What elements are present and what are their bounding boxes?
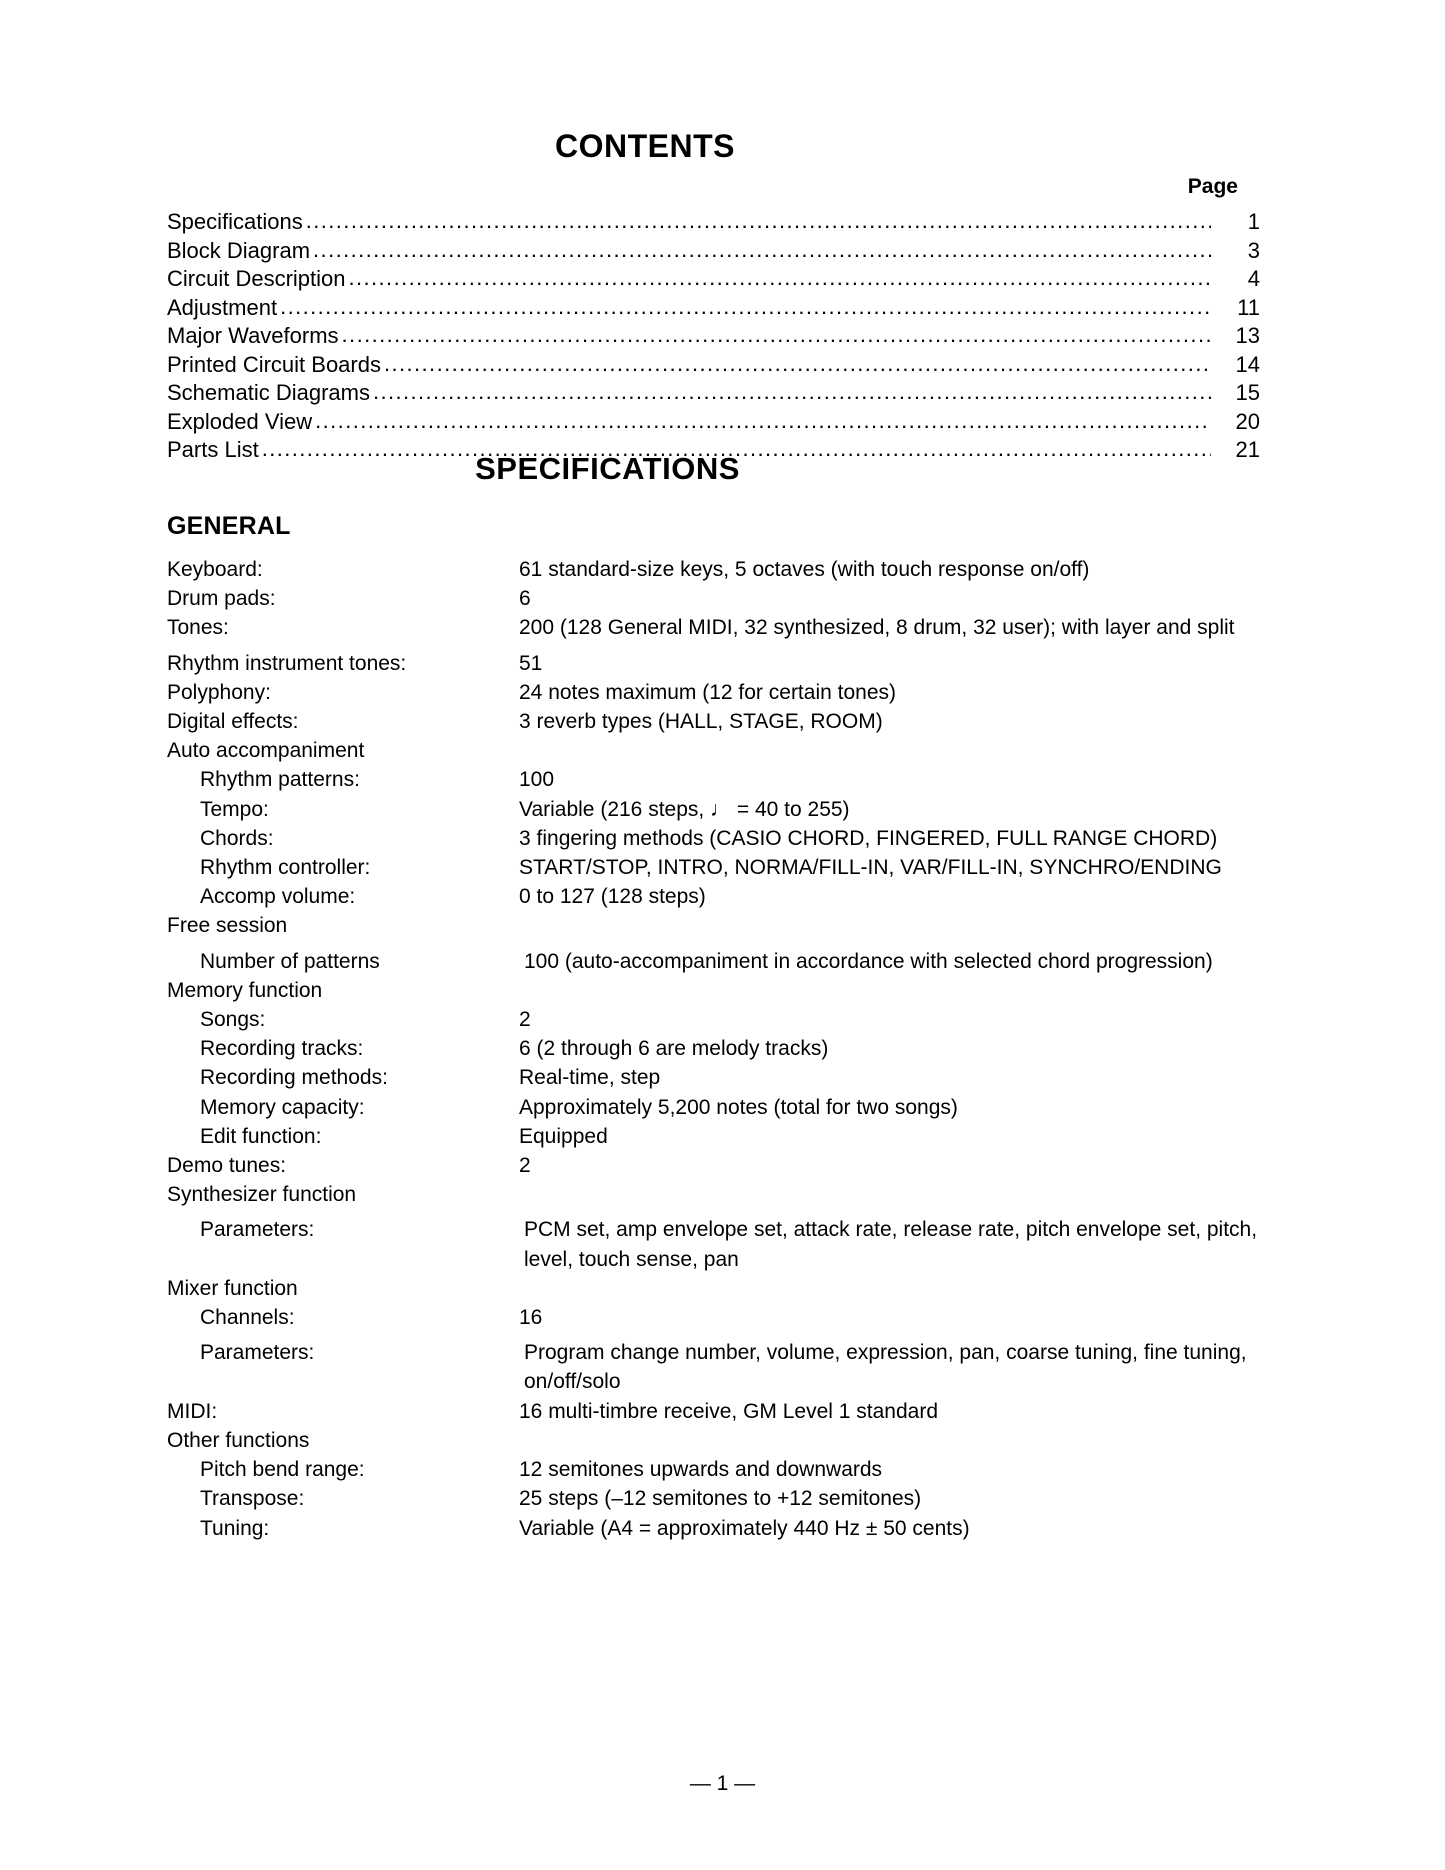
toc-entry[interactable] bbox=[167, 265, 1260, 294]
specification-key: Rhythm instrument tones: bbox=[167, 651, 407, 675]
specification-group-heading-row bbox=[167, 1426, 1280, 1455]
toc-page-column-header: Page bbox=[1187, 175, 1238, 198]
specification-row bbox=[167, 1455, 1280, 1484]
specification-group-heading-row bbox=[167, 1180, 1280, 1209]
toc-entry-label: Major Waveforms bbox=[167, 323, 339, 348]
specification-group-heading-row bbox=[167, 911, 1280, 940]
toc-entry-page-number: 11 bbox=[1237, 294, 1260, 320]
specification-value: Real-time, step bbox=[519, 1066, 661, 1090]
specification-key: Demo tunes: bbox=[167, 1154, 287, 1178]
toc-leader-dots bbox=[349, 264, 1212, 293]
specification-key: Parameters: bbox=[200, 1218, 315, 1242]
toc-entry[interactable] bbox=[167, 237, 1260, 266]
toc-entry[interactable] bbox=[167, 208, 1260, 237]
toc-entry-list bbox=[167, 208, 1260, 465]
specification-key: Other functions bbox=[167, 1428, 310, 1452]
specification-value: PCM set, amp envelope set, attack rate, release rate, pitch envelope set, pitch, level, touch sense, pan bbox=[524, 1218, 1258, 1271]
specification-key: Free session bbox=[167, 914, 288, 938]
toc-entry-page-number: 20 bbox=[1235, 408, 1260, 434]
specification-row bbox=[167, 1514, 1280, 1543]
specification-row bbox=[167, 613, 1280, 642]
toc-entry-label: Adjustment bbox=[167, 294, 278, 320]
toc-entry-page-number: 4 bbox=[1247, 266, 1260, 291]
table-of-contents bbox=[167, 175, 1260, 465]
specification-value: START/STOP, INTRO, NORMA/FILL-IN, VAR/FILL-IN, SYNCHRO/ENDING bbox=[519, 856, 1222, 880]
specification-value: 6 bbox=[519, 587, 531, 611]
specification-value: 0 to 127 (128 steps) bbox=[519, 885, 706, 909]
toc-entry-label: Parts List bbox=[167, 437, 259, 462]
toc-entry[interactable] bbox=[167, 408, 1260, 437]
toc-entry-label: Circuit Description bbox=[167, 266, 346, 291]
specification-value: 61 standard-size keys, 5 octaves (with touch response on/off) bbox=[519, 558, 1090, 581]
specification-value: Equipped bbox=[519, 1124, 608, 1148]
specification-value: 51 bbox=[519, 651, 543, 675]
toc-entry-page-number: 21 bbox=[1235, 437, 1260, 462]
specification-value: 16 multi-timbre receive, GM Level 1 standard bbox=[519, 1399, 939, 1423]
specification-row bbox=[167, 649, 1280, 678]
toc-leader-dots bbox=[373, 378, 1211, 407]
specification-key: Chords: bbox=[200, 826, 274, 850]
toc-entry[interactable] bbox=[167, 351, 1260, 380]
specification-value: 25 steps (–12 semitones to +12 semitones) bbox=[519, 1487, 922, 1511]
specification-row bbox=[167, 947, 1280, 976]
toc-leader-dots bbox=[315, 407, 1211, 436]
specification-key: Tones: bbox=[167, 616, 229, 640]
specification-row bbox=[167, 824, 1280, 853]
specification-row bbox=[167, 1005, 1280, 1034]
specification-key: Memory function bbox=[167, 978, 323, 1002]
toc-entry[interactable] bbox=[167, 379, 1260, 408]
specification-row bbox=[167, 1063, 1280, 1092]
toc-leader-dots bbox=[306, 207, 1211, 236]
specification-key: Mixer function bbox=[167, 1276, 298, 1300]
specification-value: 100 (auto-accompaniment in accordance with selected chord progression) bbox=[524, 949, 1213, 973]
contents-heading: CONTENTS bbox=[555, 128, 735, 164]
specification-key: Pitch bend range: bbox=[200, 1458, 365, 1482]
specification-key: Drum pads: bbox=[167, 587, 276, 611]
specification-key: Parameters: bbox=[200, 1341, 315, 1365]
specification-key: Rhythm controller: bbox=[200, 856, 371, 880]
specification-value: 100 bbox=[519, 768, 555, 792]
specification-group-heading-row bbox=[167, 1274, 1280, 1303]
specification-key: Recording tracks: bbox=[200, 1037, 364, 1061]
specification-value: 24 notes maximum (12 for certain tones) bbox=[519, 680, 896, 704]
toc-leader-dots bbox=[384, 350, 1211, 379]
specification-row bbox=[167, 555, 1280, 584]
specification-value: 12 semitones upwards and downwards bbox=[519, 1458, 883, 1482]
toc-entry-label: Printed Circuit Boards bbox=[167, 351, 381, 377]
specification-key: Memory capacity: bbox=[200, 1095, 365, 1119]
specification-key: Channels: bbox=[200, 1306, 295, 1330]
specification-row bbox=[167, 1151, 1280, 1180]
toc-entry-label: Block Diagram bbox=[167, 237, 311, 263]
specification-key: Digital effects: bbox=[167, 710, 299, 734]
specification-row bbox=[167, 765, 1280, 794]
specification-row bbox=[167, 1122, 1280, 1151]
specification-value: Variable (216 steps, ♩ = 40 to 255) bbox=[519, 797, 850, 821]
specification-value: 3 reverb types (HALL, STAGE, ROOM) bbox=[519, 710, 883, 734]
specification-key: Keyboard: bbox=[167, 558, 263, 581]
specification-row-list bbox=[167, 555, 1280, 1543]
toc-entry-page-number: 13 bbox=[1235, 323, 1260, 348]
specification-row bbox=[167, 795, 1280, 824]
specification-key: Rhythm patterns: bbox=[200, 768, 360, 792]
toc-entry-label: Schematic Diagrams bbox=[167, 380, 370, 405]
specification-row bbox=[167, 1034, 1280, 1063]
specification-row bbox=[167, 584, 1280, 613]
specification-row bbox=[167, 1093, 1280, 1122]
toc-entry-page-number: 1 bbox=[1247, 209, 1260, 234]
toc-leader-dots bbox=[313, 236, 1211, 265]
specification-key: Accomp volume: bbox=[200, 885, 356, 909]
toc-entry[interactable] bbox=[167, 294, 1260, 323]
specification-value: 16 bbox=[519, 1306, 543, 1330]
specification-key: Songs: bbox=[200, 1008, 266, 1032]
specification-row bbox=[167, 1484, 1280, 1513]
toc-entry-page-number: 15 bbox=[1235, 380, 1260, 405]
toc-entry-label: Specifications bbox=[167, 209, 303, 234]
specification-value: 3 fingering methods (CASIO CHORD, FINGERED, FULL RANGE CHORD) bbox=[519, 826, 1218, 850]
specification-row bbox=[167, 1215, 1280, 1273]
specification-row bbox=[167, 882, 1280, 911]
specification-row bbox=[167, 1397, 1280, 1426]
toc-entry[interactable] bbox=[167, 322, 1260, 351]
specification-row bbox=[167, 678, 1280, 707]
specification-value: 200 (128 General MIDI, 32 synthesized, 8 drum, 32 user); with layer and split bbox=[519, 616, 1235, 640]
specification-value: 2 bbox=[519, 1154, 531, 1178]
specification-value: Variable (A4 = approximately 440 Hz ± 50 cents) bbox=[519, 1516, 970, 1540]
specification-row bbox=[167, 1303, 1280, 1332]
specification-group-heading-row bbox=[167, 976, 1280, 1005]
specification-value: Program change number, volume, expression, pan, coarse tuning, fine tuning, on/off/solo bbox=[524, 1341, 1247, 1394]
toc-entry-page-number: 14 bbox=[1235, 351, 1260, 377]
page-footer: — 1 — bbox=[689, 1772, 756, 1795]
specification-key: Synthesizer function bbox=[167, 1183, 357, 1207]
specification-group-heading-row bbox=[167, 736, 1280, 765]
general-specifications-section bbox=[167, 512, 1280, 1543]
specification-key: Tempo: bbox=[200, 797, 269, 821]
specification-key: Tuning: bbox=[200, 1516, 270, 1540]
specification-value: Approximately 5,200 notes (total for two songs) bbox=[519, 1095, 958, 1119]
specification-value: 6 (2 through 6 are melody tracks) bbox=[519, 1037, 829, 1061]
specification-row bbox=[167, 1338, 1280, 1396]
specification-key: Auto accompaniment bbox=[167, 739, 365, 763]
toc-leader-dots bbox=[280, 293, 1211, 322]
specification-row bbox=[167, 707, 1280, 736]
specification-key: Transpose: bbox=[200, 1487, 305, 1511]
toc-leader-dots bbox=[342, 321, 1211, 350]
toc-entry-page-number: 3 bbox=[1247, 237, 1260, 263]
specification-key: MIDI: bbox=[167, 1399, 218, 1423]
specification-key: Number of patterns bbox=[200, 949, 380, 973]
specification-row bbox=[167, 853, 1280, 882]
specification-value: 2 bbox=[519, 1008, 531, 1032]
specification-key: Recording methods: bbox=[200, 1066, 388, 1090]
toc-entry-label: Exploded View bbox=[167, 408, 313, 434]
specification-key: Polyphony: bbox=[167, 680, 271, 704]
specifications-heading: SPECIFICATIONS bbox=[475, 451, 740, 486]
general-heading: GENERAL bbox=[167, 512, 291, 540]
specification-key: Edit function: bbox=[200, 1124, 322, 1148]
